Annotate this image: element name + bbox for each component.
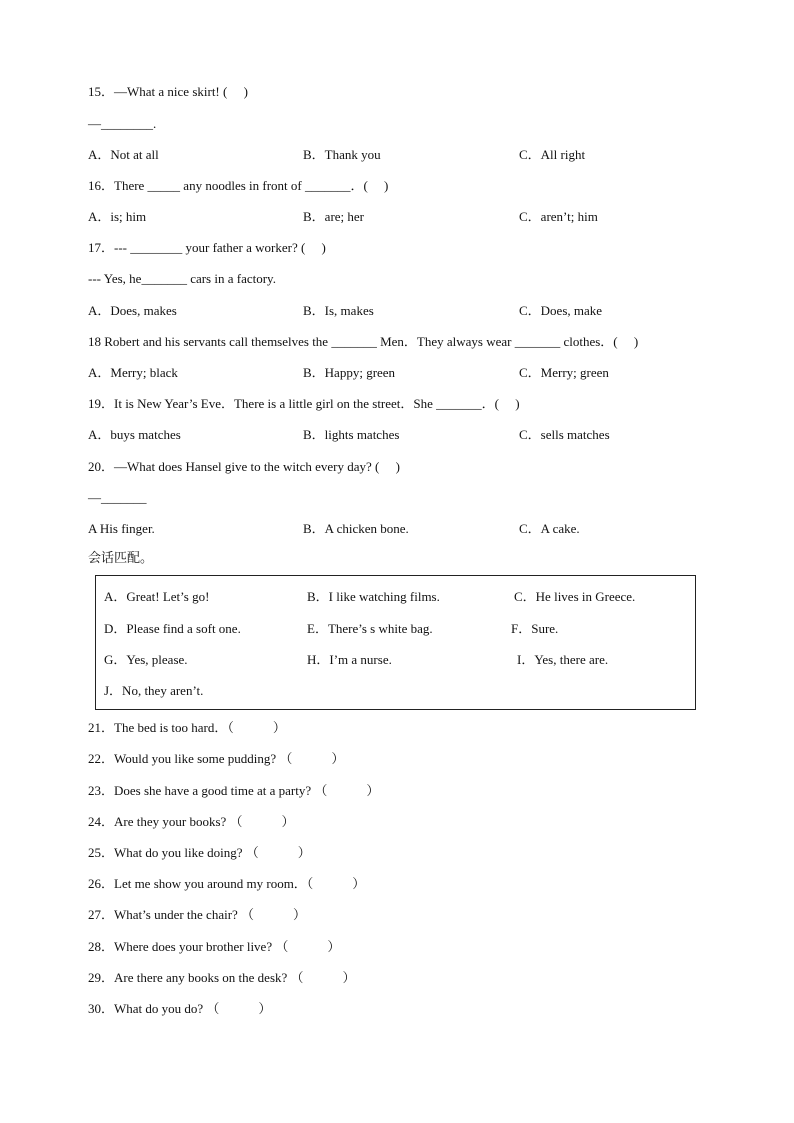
choice-h: H．I’m a nurse. xyxy=(307,652,392,667)
question-17-reply: --- Yes, he_______ cars in a factory. xyxy=(88,271,276,286)
question-23: 23．Does she have a good time at a party? （ ） xyxy=(88,783,380,798)
question-20-reply: —_______ xyxy=(88,490,147,505)
q15-option-a: A．Not at all xyxy=(88,147,159,162)
question-18-stem: 18 Robert and his servants call themselves the _______ Men．They always wear _______ clothes．( ) xyxy=(88,334,639,349)
q16-option-c: C．aren’t; him xyxy=(519,209,598,224)
choice-g: G．Yes, please. xyxy=(104,652,188,667)
question-26: 26．Let me show you around my room．（ ） xyxy=(88,876,366,891)
section-title: 会话匹配。 xyxy=(88,551,154,566)
question-27: 27．What’s under the chair? （ ） xyxy=(88,907,307,922)
question-28: 28．Where does your brother live? （ ） xyxy=(88,939,341,954)
choice-a: A．Great! Let’s go! xyxy=(104,589,210,604)
q15-option-c: C．All right xyxy=(519,147,586,162)
q19-option-c: C．sells matches xyxy=(519,427,610,442)
q19-option-b: B．lights matches xyxy=(303,427,400,442)
q16-option-b: B．are; her xyxy=(303,209,365,224)
question-21: 21．The bed is too hard．（ ） xyxy=(88,720,286,735)
choice-d: D．Please find a soft one. xyxy=(104,621,241,636)
q20-option-a: A His finger. xyxy=(88,521,155,536)
q18-option-a: A．Merry; black xyxy=(88,365,178,380)
question-29: 29．Are there any books on the desk? （ ） xyxy=(88,970,356,985)
question-16-stem: 16．There _____ any noodles in front of _______．( ) xyxy=(88,178,389,193)
q19-option-a: A．buys matches xyxy=(88,427,181,442)
question-17-stem: 17．--- ________ your father a worker? ( ) xyxy=(88,240,326,255)
question-20-stem: 20．—What does Hansel give to the witch every day? ( ) xyxy=(88,459,400,474)
q18-option-b: B．Happy; green xyxy=(303,365,396,380)
question-15-stem: 15．—What a nice skirt! ( ) xyxy=(88,84,248,99)
choice-f: F．Sure. xyxy=(511,621,559,636)
choice-e: E．There’s s white bag. xyxy=(307,621,433,636)
choice-b: B．I like watching films. xyxy=(307,589,440,604)
q17-option-a: A．Does, makes xyxy=(88,303,177,318)
q16-option-a: A．is; him xyxy=(88,209,147,224)
q15-option-b: B．Thank you xyxy=(303,147,381,162)
choice-j: J．No, they aren’t. xyxy=(104,683,204,698)
question-15-reply: —________. xyxy=(88,116,157,131)
q18-option-c: C．Merry; green xyxy=(519,365,609,380)
q17-option-b: B．Is, makes xyxy=(303,303,374,318)
question-30: 30．What do you do? （ ） xyxy=(88,1001,272,1016)
q17-option-c: C．Does, make xyxy=(519,303,603,318)
question-22: 22．Would you like some pudding? （ ） xyxy=(88,751,345,766)
choice-c: C．He lives in Greece. xyxy=(514,589,636,604)
q20-option-b: B．A chicken bone. xyxy=(303,521,409,536)
question-25: 25．What do you like doing? （ ） xyxy=(88,845,311,860)
question-19-stem: 19．It is New Year’s Eve．There is a little girl on the street．She _______．( ) xyxy=(88,396,520,411)
choice-i: I．Yes, there are. xyxy=(517,652,609,667)
question-24: 24．Are they your books? （ ） xyxy=(88,814,295,829)
q20-option-c: C．A cake. xyxy=(519,521,580,536)
